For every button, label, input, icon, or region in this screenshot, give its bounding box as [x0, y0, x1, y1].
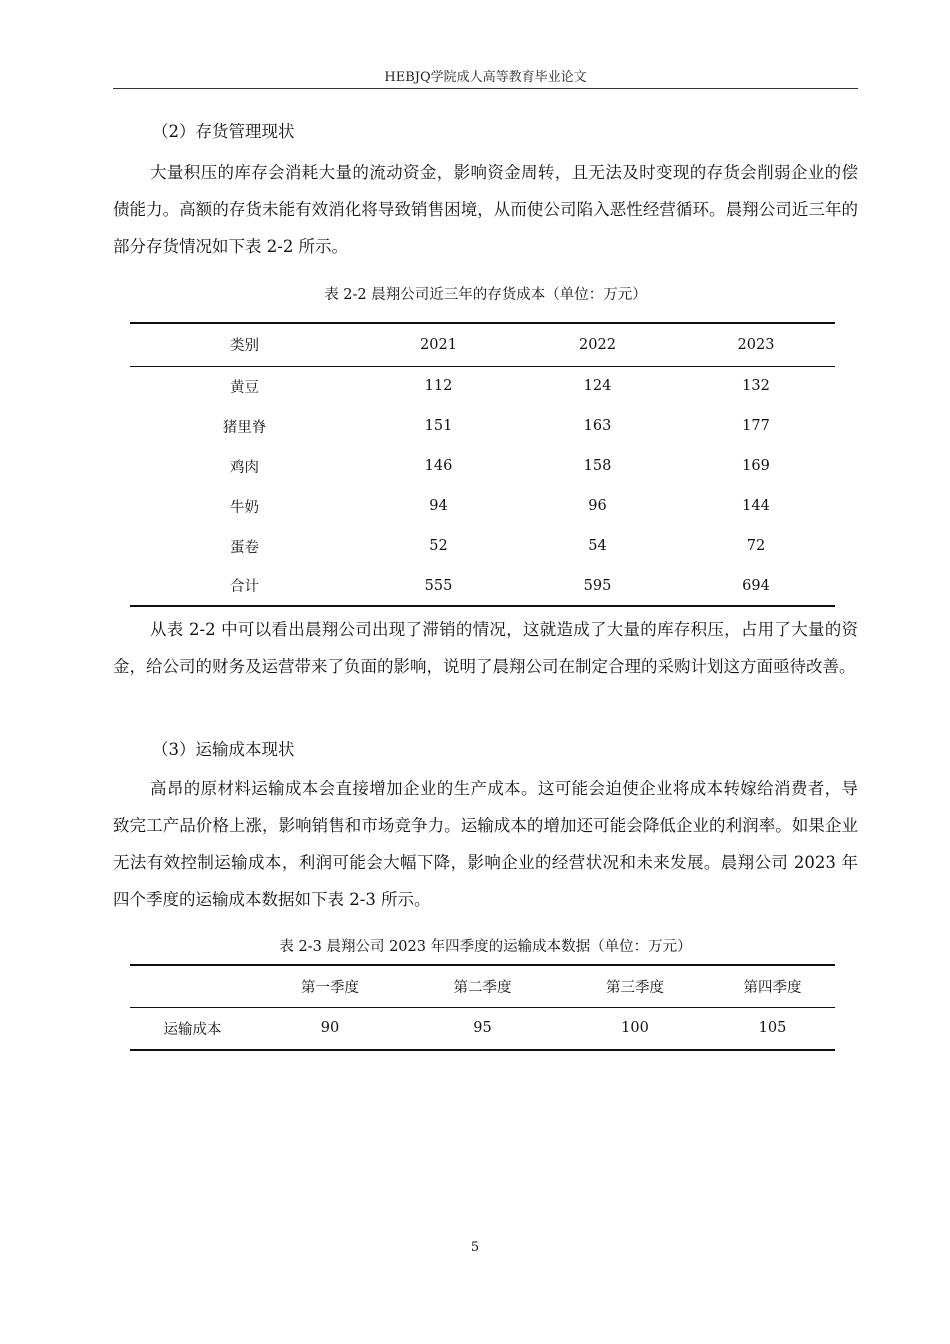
table-row	[130, 366, 835, 406]
cell: 146	[424, 458, 453, 474]
cell: 蛋卷	[230, 539, 259, 556]
cell: 96	[588, 498, 607, 514]
table-row	[130, 486, 835, 526]
table-row	[130, 446, 835, 486]
table-row	[130, 526, 835, 566]
table-header-row	[130, 965, 835, 1007]
cell: 555	[424, 577, 453, 594]
cell: 运输成本	[163, 1021, 222, 1038]
header-rule	[113, 88, 858, 89]
col-header-2023: 2023	[677, 323, 835, 366]
cell: 90	[320, 1020, 340, 1037]
cell: 177	[742, 418, 770, 434]
table-row	[130, 406, 835, 446]
cell: 94	[429, 498, 448, 514]
cell: 105	[758, 1020, 787, 1037]
col-header-q4: 第四季度	[710, 965, 835, 1007]
col-header-q1: 第一季度	[255, 965, 405, 1007]
col-header-q3: 第三季度	[560, 965, 710, 1007]
col-header-2022: 2022	[518, 323, 677, 366]
inventory-cost-table	[130, 322, 835, 607]
table-row-total	[130, 566, 835, 606]
section-3-heading: （3）运输成本现状	[152, 740, 295, 759]
cell: 694	[742, 577, 770, 594]
cell: 100	[621, 1020, 649, 1037]
section-3-paragraph: 高昂的原材料运输成本会直接增加企业的生产成本。这可能会迫使企业将成本转嫁给消费者，导致完工产品价格上涨，影响销售和市场竞争力。运输成本的增加还可能会降低企业的利润率。如果企业无法有效控制运输成本，利润可能会大幅下降，影响企业的经营状况和未来发展。晨翔公司 2023 年四个季度的运输成本数据如下表 2-3 所示。	[113, 779, 858, 909]
cell: 合计	[230, 579, 259, 595]
transport-cost-table	[130, 964, 835, 1051]
cell: 169	[742, 458, 770, 474]
page-number: 5	[470, 1240, 480, 1255]
cell: 151	[424, 418, 453, 434]
cell: 52	[429, 538, 448, 554]
cell: 54	[588, 538, 607, 554]
cell: 144	[742, 498, 770, 514]
table-header-row	[130, 323, 835, 366]
col-header-2021: 2021	[359, 323, 518, 366]
cell: 牛奶	[230, 499, 259, 516]
analysis-paragraph: 从表 2-2 中可以看出晨翔公司出现了滞销的情况，这就造成了大量的库存积压，占用了大量的资金，给公司的财务及运营带来了负面的影响，说明了晨翔公司在制定合理的采购计划这方面亟待改善。	[113, 620, 858, 676]
cell: 72	[746, 538, 766, 554]
table-row	[130, 1007, 835, 1050]
section-2-heading: （2）存货管理现状	[152, 122, 295, 141]
cell: 鸡肉	[230, 459, 259, 476]
col-header-q2: 第二季度	[405, 965, 560, 1007]
running-header: HEBJQ学院成人高等教育毕业论文	[384, 70, 587, 85]
cell: 595	[583, 577, 612, 594]
col-header-category: 类别	[130, 323, 359, 366]
cell: 124	[583, 378, 612, 395]
cell: 猪里脊	[222, 419, 267, 436]
table-2-3-caption: 表 2-3 晨翔公司 2023 年四季度的运输成本数据（单位：万元）	[279, 939, 692, 955]
cell: 95	[473, 1020, 492, 1037]
cell: 黄豆	[230, 379, 259, 396]
table-2-2-caption: 表 2-2 晨翔公司近三年的存货成本（单位：万元）	[324, 287, 647, 303]
cell: 112	[424, 378, 453, 395]
cell: 163	[583, 418, 612, 434]
section-2-paragraph: 大量积压的库存会消耗大量的流动资金，影响资金周转，且无法及时变现的存货会削弱企业的偿债能力。高额的存货未能有效消化将导致销售困境，从而使公司陷入恶性经营循环。晨翔公司近三年的部分存货情况如下表 2-2 所示。	[113, 163, 858, 256]
col-header-blank	[130, 965, 255, 1007]
cell: 132	[742, 378, 770, 395]
cell: 158	[583, 458, 612, 474]
